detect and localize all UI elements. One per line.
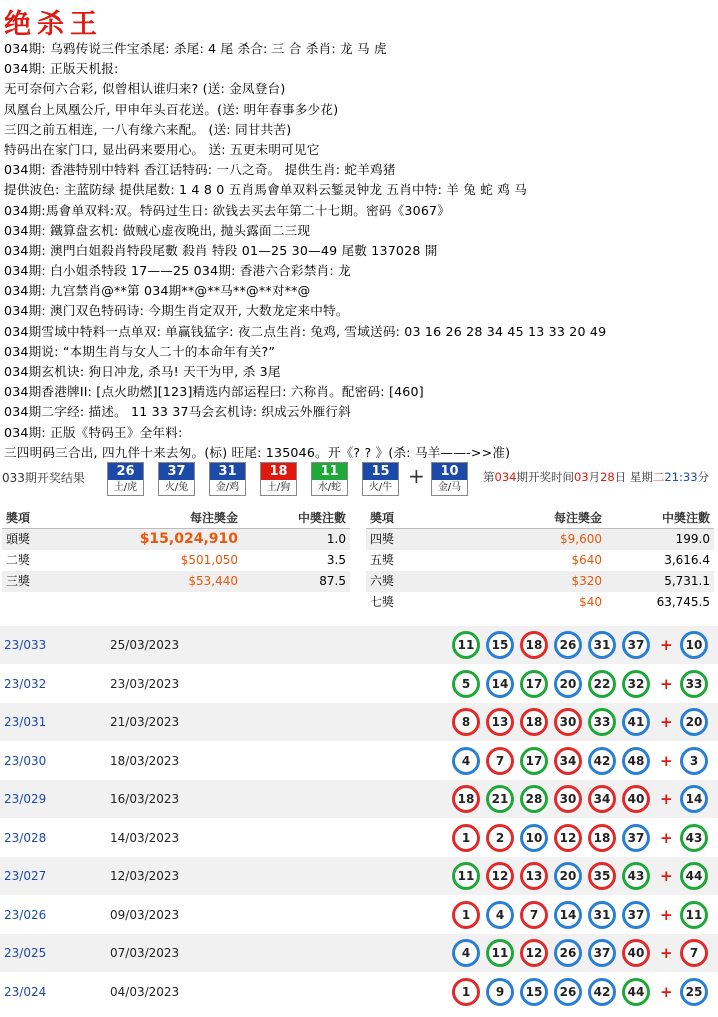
draw-month: 03: [573, 470, 589, 484]
info-prefix: 第: [483, 470, 495, 484]
lottery-ball: 12: [554, 824, 582, 852]
lottery-ball: 1: [452, 978, 480, 1006]
plus-sign: +: [660, 828, 673, 847]
special-ball: 7: [680, 939, 708, 967]
history-period[interactable]: 23/026: [4, 907, 47, 922]
lottery-ball: 1: [452, 824, 480, 852]
prize-row: [366, 571, 714, 592]
prize-header-cell: 中奬注數: [661, 511, 710, 525]
lottery-ball: 28: [520, 785, 548, 813]
prize-count: 199.0: [675, 532, 710, 546]
lottery-ball: 31: [588, 901, 616, 929]
special-ball: 14: [680, 785, 708, 813]
prediction-line: 034期: 乌鸦传说三件宝杀尾: 杀尾: 4 尾 杀合: 三 合 杀肖: 龙 马 虎: [4, 41, 387, 56]
lottery-ball: 2: [486, 824, 514, 852]
prize-header-cell: 中奬注數: [297, 511, 346, 525]
lottery-ball: 18: [520, 708, 548, 736]
prize-amount: $53,440: [188, 574, 238, 588]
prediction-line: 034期二字经: 描述。 11 33 37马会玄机诗: 织成云外雁行斜: [4, 404, 351, 420]
lottery-ball: 20: [554, 862, 582, 890]
result-ball: [260, 462, 297, 496]
history-row: [0, 857, 718, 896]
lottery-ball: 11: [452, 862, 480, 890]
time-unit: 分: [697, 470, 710, 484]
prediction-line: 034期: 澳门双色特码诗: 今期生肖定双开, 大数龙定来中特。: [4, 303, 349, 319]
lottery-ball: 26: [554, 939, 582, 967]
prediction-line: 特码出在家门口, 显出码来要用心。 送: 五更未明可见它: [4, 141, 320, 157]
lottery-ball: 35: [588, 862, 616, 890]
ball-zodiac: 金/鸡: [215, 482, 240, 493]
prize-table-right: [366, 507, 714, 613]
prediction-line: 034期: 白小姐杀特段 17——25 034期: 香港六合彩禁肖: 龙: [4, 263, 351, 279]
history-row: [0, 665, 718, 704]
special-zodiac: 金/马: [437, 482, 462, 493]
lottery-ball: 22: [588, 670, 616, 698]
prize-name: 七獎: [370, 595, 395, 609]
lottery-ball: 37: [622, 901, 650, 929]
prize-row: [2, 571, 350, 592]
history-period[interactable]: 23/032: [4, 676, 47, 691]
prize-amount: $320: [571, 574, 602, 588]
history-period[interactable]: 23/029: [4, 792, 47, 806]
prediction-line: 034期玄机诀: 狗日冲龙, 杀马! 天干为甲, 杀 3尾: [4, 364, 281, 379]
history-date: 21/03/2023: [110, 715, 180, 729]
prize-header-cell: 奬項: [370, 511, 395, 525]
prize-header-cell: 奬項: [6, 511, 31, 525]
history-row: [0, 819, 718, 858]
plus-sign: +: [660, 674, 673, 693]
history-row: [0, 703, 718, 742]
draw-weekday: 二: [652, 470, 665, 484]
ball-zodiac: 水/蛇: [317, 482, 342, 493]
history-period[interactable]: 23/027: [4, 869, 47, 883]
lottery-ball: 7: [520, 901, 548, 929]
draw-time: 21:33: [664, 470, 698, 484]
result-ball: [362, 462, 399, 496]
prize-amount: $640: [571, 553, 602, 567]
prize-row: [2, 550, 350, 571]
lottery-ball: 9: [486, 978, 514, 1006]
next-draw-info: [483, 469, 709, 485]
history-period[interactable]: 23/031: [4, 715, 47, 729]
lottery-ball: 31: [588, 631, 616, 659]
prediction-line: 034期: 鐵算盘玄机: 做贼心虚夜晚出, 抛头露面二三现: [4, 222, 311, 238]
prediction-line: 凤凰台上凤凰公斤, 甲申年头百花送。(送: 明年春事多少花): [4, 101, 339, 117]
prize-row: [366, 529, 714, 550]
special-ball: 43: [680, 824, 708, 852]
day-unit: 日 星期: [614, 470, 653, 484]
lottery-ball: 4: [486, 901, 514, 929]
lottery-ball: 20: [554, 670, 582, 698]
lottery-ball: 32: [622, 670, 650, 698]
ball-number: 15: [363, 463, 398, 480]
prediction-line: 034期: 香港特别中特料 香江话特码: 一八之奇。 提供生肖: 蛇羊鸡猪: [4, 162, 396, 178]
prize-count: 1.0: [326, 532, 346, 546]
prediction-line: 034期: 正版天机报:: [4, 61, 119, 77]
prediction-line: 034期:馬會单双料:双。特码过生日: 欲钱去买去年第二十七期。密码《3067》: [4, 202, 451, 218]
special-ball: 3: [680, 747, 708, 775]
prediction-line: 三四明码三合出, 四九伴十来去匆。(标) 旺尾: 135046。开《? ? 》(杀: 马羊——->>准): [4, 444, 511, 460]
ball-zodiac: 火/牛: [368, 482, 393, 493]
ball-number: 31: [210, 463, 245, 480]
lottery-ball: 34: [588, 785, 616, 813]
lottery-ball: 40: [622, 785, 650, 813]
prediction-line: 034期香港牌II: [点火助燃][123]精选内部运程曰: 六称肖。配密码: [460]: [4, 384, 424, 400]
history-row: [0, 896, 718, 935]
prize-header-cell: 每注奬金: [189, 511, 238, 525]
lottery-ball: 4: [452, 939, 480, 967]
prediction-line: 无可奈何六合彩, 似曾相认谁归来? (送: 金凤登台): [4, 81, 286, 97]
prize-count: 5,731.1: [664, 574, 710, 588]
history-date: 18/03/2023: [110, 753, 180, 768]
result-bar: [0, 461, 718, 496]
page-title: 绝杀王: [4, 9, 103, 40]
history-period[interactable]: 23/030: [4, 753, 47, 768]
lottery-ball: 18: [452, 785, 480, 813]
prize-amount: $40: [579, 595, 602, 609]
prediction-line: 034期: 澳門白姐殺肖特段尾數 殺肖 特段 01—25 30—49 尾數 137028 開: [4, 242, 438, 258]
prize-count: 3.5: [326, 553, 346, 567]
prize-name: 六獎: [370, 574, 395, 588]
history-row: [0, 973, 718, 1012]
ball-zodiac: 土/虎: [113, 482, 138, 493]
lottery-ball: 8: [452, 708, 480, 736]
lottery-ball: 43: [622, 862, 650, 890]
special-ball: 33: [680, 670, 708, 698]
prize-table-left: [2, 507, 350, 592]
ball-number: 18: [261, 463, 296, 480]
lottery-ball: 11: [486, 939, 514, 967]
prize-name: 頭獎: [6, 532, 31, 546]
lottery-ball: 44: [622, 978, 650, 1006]
prediction-line: 034期雪域中特料一点单双: 单赢钱猛字: 夜二点生肖: 兔鸡, 雪域送码: 03 16 26 28 34 45 13 33 20 49: [4, 323, 607, 339]
special-number: 10: [432, 463, 467, 480]
prediction-line: 提供波色: 主蓝防绿 提供尾数: 1 4 8 0 五肖馬會单双料云錾灵钟龙 五肖中特: 羊 兔 蛇 鸡 马: [4, 182, 528, 198]
history-period[interactable]: 23/025: [4, 946, 47, 960]
history-date: 04/03/2023: [110, 984, 180, 999]
lottery-ball: 10: [520, 824, 548, 852]
result-ball: [311, 462, 348, 496]
plus-sign: +: [660, 713, 673, 731]
special-ball: 44: [680, 862, 708, 890]
result-ball: [107, 462, 144, 496]
special-ball: 25: [680, 978, 708, 1006]
lottery-ball: 41: [622, 708, 650, 736]
draw-day: 28: [600, 470, 615, 484]
lottery-ball: 26: [554, 631, 582, 659]
lottery-ball: 42: [588, 978, 616, 1006]
lottery-ball: 4: [452, 747, 480, 775]
plus-sign: +: [660, 790, 673, 808]
lottery-ball: 18: [588, 824, 616, 852]
lottery-ball: 13: [486, 708, 514, 736]
history-date: 12/03/2023: [110, 869, 180, 883]
lottery-ball: 37: [588, 939, 616, 967]
prize-name: 五獎: [370, 553, 395, 567]
lottery-ball: 17: [520, 670, 548, 698]
history-date: 14/03/2023: [110, 830, 180, 845]
lottery-ball: 17: [520, 747, 548, 775]
lottery-ball: 21: [486, 785, 514, 813]
prize-header: [366, 507, 714, 529]
history-period[interactable]: 23/028: [4, 830, 47, 845]
result-ball: [209, 462, 246, 496]
prize-amount: $9,600: [560, 532, 602, 546]
history-period[interactable]: 23/033: [4, 638, 47, 652]
ball-number: 37: [159, 463, 194, 480]
month-unit: 月: [588, 470, 601, 484]
prize-name: 二獎: [6, 553, 31, 567]
prize-count: 63,745.5: [656, 595, 710, 609]
lottery-ball: 33: [588, 708, 616, 736]
lottery-ball: 30: [554, 708, 582, 736]
lottery-ball: 40: [622, 939, 650, 967]
prize-name: 四獎: [370, 532, 395, 546]
lottery-ball: 13: [520, 862, 548, 890]
prize-row: [366, 550, 714, 571]
history-row: [0, 934, 718, 973]
prize-amount: $501,050: [180, 553, 238, 567]
history-date: 23/03/2023: [110, 676, 180, 691]
prize-row: [2, 529, 350, 550]
lottery-ball: 37: [622, 824, 650, 852]
special-ball: 10: [680, 631, 708, 659]
ball-zodiac: 火/兔: [164, 482, 189, 493]
result-special-ball: [431, 462, 468, 496]
history-date: 09/03/2023: [110, 907, 180, 922]
special-ball: 20: [680, 708, 708, 736]
result-plus: +: [408, 464, 425, 488]
lottery-ball: 15: [520, 978, 548, 1006]
lottery-ball: 5: [452, 670, 480, 698]
plus-sign: +: [660, 867, 673, 885]
prediction-line: 034期: 九宫禁肖@**第 034期**@**马**@**对**@: [4, 283, 311, 299]
lottery-ball: 18: [520, 631, 548, 659]
plus-sign: +: [660, 982, 673, 1001]
history-period[interactable]: 23/024: [4, 984, 47, 999]
lottery-ball: 1: [452, 901, 480, 929]
lottery-ball: 14: [554, 901, 582, 929]
history-list: [0, 626, 718, 1011]
prediction-lines: [4, 39, 718, 463]
plus-sign: +: [660, 905, 673, 924]
plus-sign: +: [660, 751, 673, 770]
lottery-ball: 37: [622, 631, 650, 659]
history-row: [0, 780, 718, 819]
prize-count: 87.5: [319, 574, 346, 588]
lottery-ball: 42: [588, 747, 616, 775]
prediction-line: 三四之前五相连, 一八有缘六来配。 (送: 同甘共苦): [4, 121, 292, 137]
prize-header-cell: 每注奬金: [553, 511, 602, 525]
prediction-line: 034期说: “本期生肖与女人二十的本命年有关?”: [4, 343, 276, 359]
lottery-ball: 12: [520, 939, 548, 967]
prize-row: [366, 592, 714, 613]
plus-sign: +: [660, 944, 673, 962]
history-row: [0, 742, 718, 781]
ball-zodiac: 土/狗: [266, 482, 291, 493]
next-period: 034: [494, 470, 517, 484]
lottery-ball: 26: [554, 978, 582, 1006]
history-row: [0, 626, 718, 665]
ball-number: 26: [108, 463, 143, 480]
lottery-ball: 11: [452, 631, 480, 659]
prize-header: [2, 507, 350, 529]
prize-amount: $15,024,910: [139, 531, 238, 547]
result-label: 033期开奖结果: [2, 471, 85, 485]
lottery-ball: 48: [622, 747, 650, 775]
plus-sign: +: [660, 636, 673, 654]
lottery-ball: 14: [486, 670, 514, 698]
prediction-line: 034期: 正版《特码王》全年料:: [4, 424, 183, 440]
history-date: 25/03/2023: [110, 638, 180, 652]
info-mid: 期开奖时间: [516, 470, 574, 484]
lottery-ball: 15: [486, 631, 514, 659]
history-date: 16/03/2023: [110, 792, 180, 806]
prize-count: 3,616.4: [664, 553, 710, 567]
prize-name: 三獎: [6, 574, 31, 588]
history-date: 07/03/2023: [110, 946, 180, 960]
ball-number: 11: [312, 463, 347, 480]
lottery-ball: 34: [554, 747, 582, 775]
lottery-ball: 7: [486, 747, 514, 775]
special-ball: 11: [680, 901, 708, 929]
lottery-ball: 12: [486, 862, 514, 890]
lottery-ball: 30: [554, 785, 582, 813]
result-ball: [158, 462, 195, 496]
